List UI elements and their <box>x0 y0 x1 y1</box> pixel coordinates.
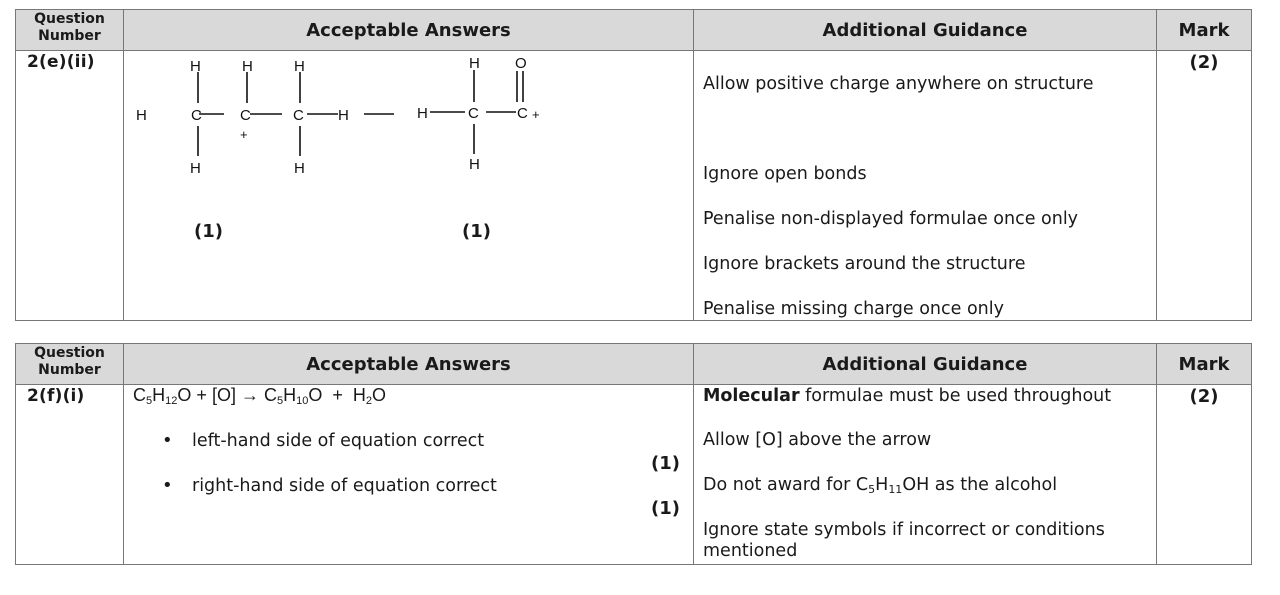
guidance-line: Allow positive charge anywhere on structure <box>703 74 1094 94</box>
positive-charge: + <box>532 107 540 122</box>
bullet-point: left-hand side of equation correct <box>192 431 485 451</box>
h-atom: H <box>417 105 428 122</box>
header-additional-guidance: Additional Guidance <box>694 10 1157 51</box>
o-atom: O <box>515 55 527 72</box>
structure2-mark: (1) <box>462 221 491 242</box>
header-mark: Mark <box>1157 344 1252 385</box>
guidance-line: Do not award for $C_5H_{11}OH$ as the alcohol <box>703 475 1058 496</box>
c-atom: C <box>293 107 304 124</box>
guidance-line: Allow [O] above the arrow <box>703 430 932 450</box>
header-question-number: Question Number <box>16 344 124 385</box>
bullet-point: right-hand side of equation correct <box>192 476 497 496</box>
question-number: 2(f)(i) <box>16 385 124 565</box>
h-atom: H <box>294 160 305 177</box>
header-acceptable-answers: Acceptable Answers <box>124 10 694 51</box>
question-number: 2(e)(ii) <box>16 51 124 321</box>
mark-value: (2) <box>1157 385 1252 565</box>
bullet-mark: (1) <box>651 498 680 519</box>
guidance-line: Molecular formulae must be used throughout <box>703 386 1112 406</box>
balanced-equation: $C_5H_{12}O + [O] \to C_5H_{10}O + H_2O$ <box>133 385 387 407</box>
positive-charge: + <box>240 127 248 142</box>
h-atom: H <box>294 58 305 75</box>
mark-scheme-table-2e-ii <box>15 9 1252 321</box>
guidance-line: Ignore open bonds <box>703 164 867 184</box>
h-atom: H <box>190 160 201 177</box>
bullet-mark: (1) <box>651 453 680 474</box>
bullet-icon: • <box>162 475 173 496</box>
acceptable-answers-cell <box>124 51 694 321</box>
additional-guidance-cell <box>694 385 1157 565</box>
header-additional-guidance: Additional Guidance <box>694 344 1157 385</box>
h-atom: H <box>190 58 201 75</box>
h-atom: H <box>136 107 147 124</box>
guidance-line: Ignore state symbols if incorrect or conditions mentioned <box>703 520 1105 561</box>
h-atom: H <box>338 107 349 124</box>
h-atom: H <box>242 58 253 75</box>
structure1-mark: (1) <box>194 221 223 242</box>
c-atom: C <box>517 105 528 122</box>
mark-scheme-table-2f-i <box>15 343 1252 565</box>
header-acceptable-answers: Acceptable Answers <box>124 344 694 385</box>
c-atom: C <box>240 107 251 124</box>
c-atom: C <box>468 105 479 122</box>
h-atom: H <box>469 156 480 173</box>
header-question-number: Question Number <box>16 10 124 51</box>
bullet-icon: • <box>162 430 173 451</box>
h-atom: H <box>469 55 480 72</box>
guidance-line: Penalise non-displayed formulae once only <box>703 209 1079 229</box>
guidance-line: Ignore brackets around the structure <box>703 254 1026 274</box>
displayed-formulae-diagram <box>124 51 694 321</box>
mark-value: (2) <box>1157 51 1252 321</box>
additional-guidance-cell <box>694 51 1157 321</box>
acceptable-answers-cell <box>124 385 694 565</box>
c-atom: C <box>191 107 202 124</box>
header-mark: Mark <box>1157 10 1252 51</box>
guidance-line: Penalise missing charge once only <box>703 299 1004 319</box>
